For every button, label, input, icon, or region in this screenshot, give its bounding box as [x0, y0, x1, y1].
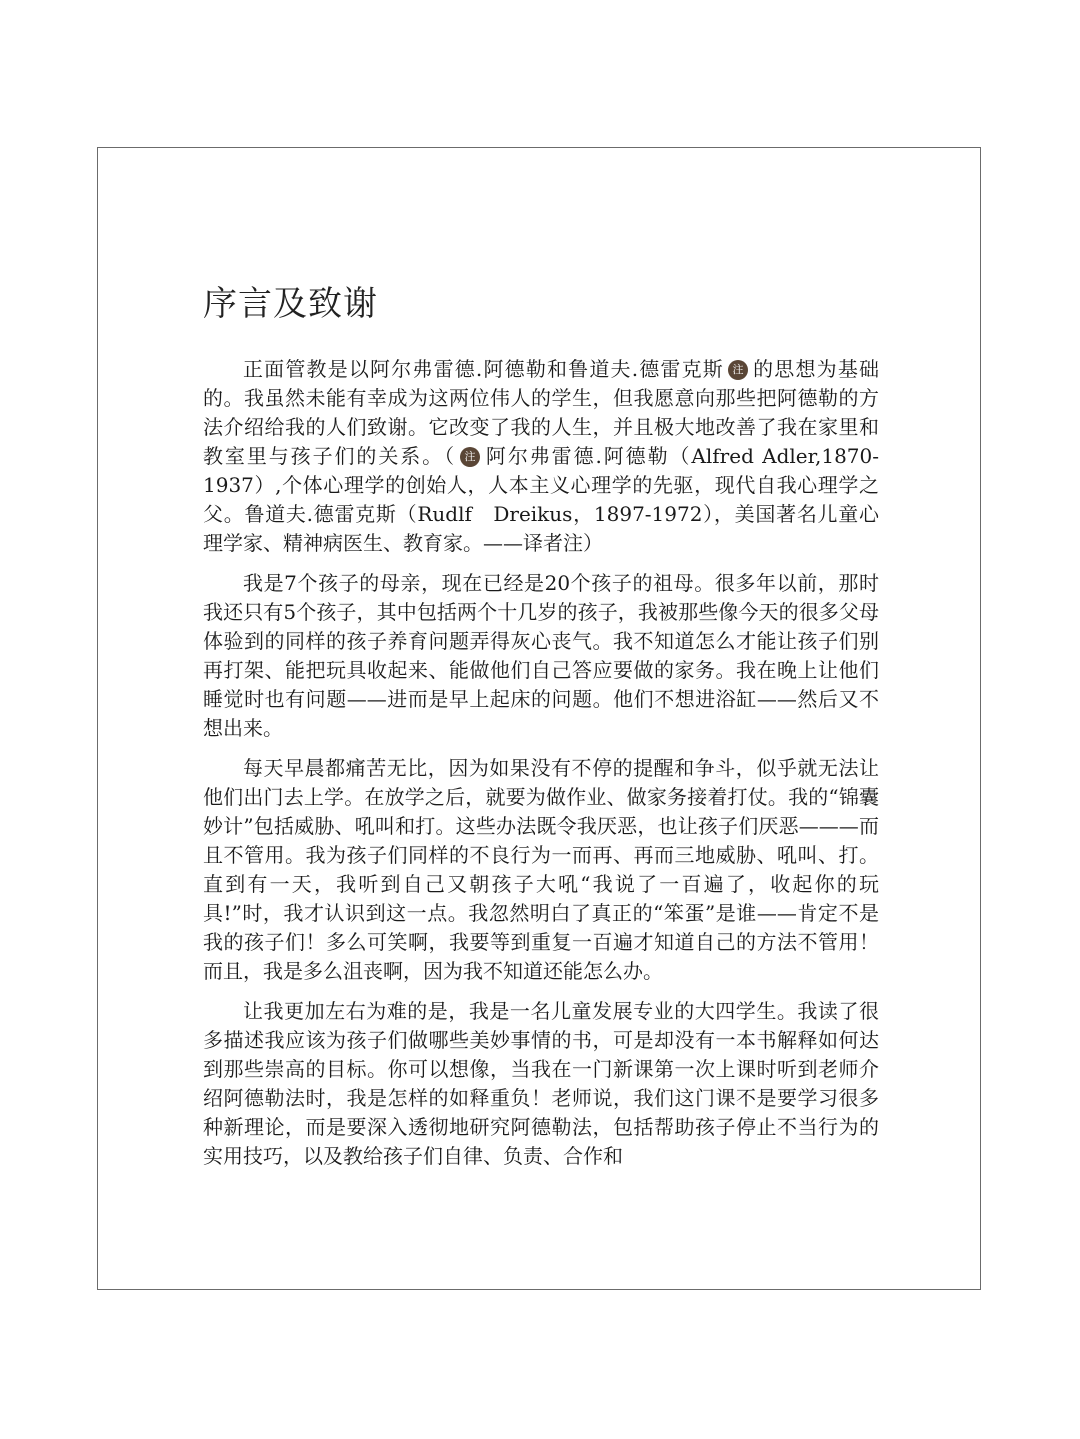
paragraph-4: 让我更加左右为难的是，我是一名儿童发展专业的大四学生。我读了很多描述我应该为孩子们做哪些美妙事情的书，可是却没有一本书解释如何达到那些崇高的目标。你可以想像，当我在一门新课第一次上课时听到老师介绍阿德勒法时，我是怎样的如释重负！老师说，我们这门课不是要学习很多种新理论，而是要深入透彻地研究阿德勒法，包括帮助孩子停止不当行为的实用技巧，以及教给孩子们自律、负责、合作和 [203, 999, 879, 1168]
translator-note: 阿尔弗雷德.阿德勒（Alfred Adler,1870-1937）,个体心理学的创始人，人本主义心理学的先驱，现代自我心理学之父。鲁道夫.德雷克斯（Rudlf Dreikus，1897-1972），美国著名儿童心理学家、精神病医生、教育家。——译者注） [203, 444, 880, 555]
paragraph-1-text: 正面管教是以阿尔弗雷德.阿德勒和鲁道夫.德雷克斯 [243, 357, 724, 381]
paragraph-1-text-continued: 的思想为基础的。我虽然未能有幸成为这两位伟人的学生，但我愿意向那些把阿德勒的方法介绍给我的人们致谢。它改变了我的人生，并且极大地改善了我在家里和教室里与孩子们的关系。（ [203, 357, 880, 468]
footnote-marker-icon: 注 [728, 360, 748, 380]
paragraph-3: 每天早晨都痛苦无比，因为如果没有不停的提醒和争斗，似乎就无法让他们出门去上学。在放学之后，就要为做作业、做家务接着打仗。我的“锦囊妙计”包括威胁、吼叫和打。这些办法既令我厌恶，也让孩子们厌恶———而且不管用。我为孩子们同样的不良行为一而再、再而三地威胁、吼叫、打。直到有一天，我听到自己又朝孩子大吼“我说了一百遍了，收起你的玩具!”时，我才认识到这一点。我忽然明白了真正的“笨蛋”是谁——肯定不是我的孩子们！多么可笑啊，我要等到重复一百遍才知道自己的方法不管用！而且，我是多么沮丧啊，因为我不知道还能怎么办。 [203, 756, 879, 983]
paragraph-2: 我是7个孩子的母亲，现在已经是20个孩子的祖母。很多年以前，那时我还只有5个孩子，其中包括两个十几岁的孩子，我被那些像今天的很多父母体验到的同样的孩子养育问题弄得灰心丧气。我不知道怎么才能让孩子们别再打架、能把玩具收起来、能做他们自己答应要做的家务。我在晚上让他们睡觉时也有问题——进而是早上起床的问题。他们不想进浴缸——然后又不想出来。 [203, 571, 879, 740]
footnote-marker-icon: 注 [460, 447, 480, 467]
page-content [203, 276, 879, 1182]
paragraph-1 [203, 355, 879, 558]
page-title: 序言及致谢 [203, 284, 378, 324]
